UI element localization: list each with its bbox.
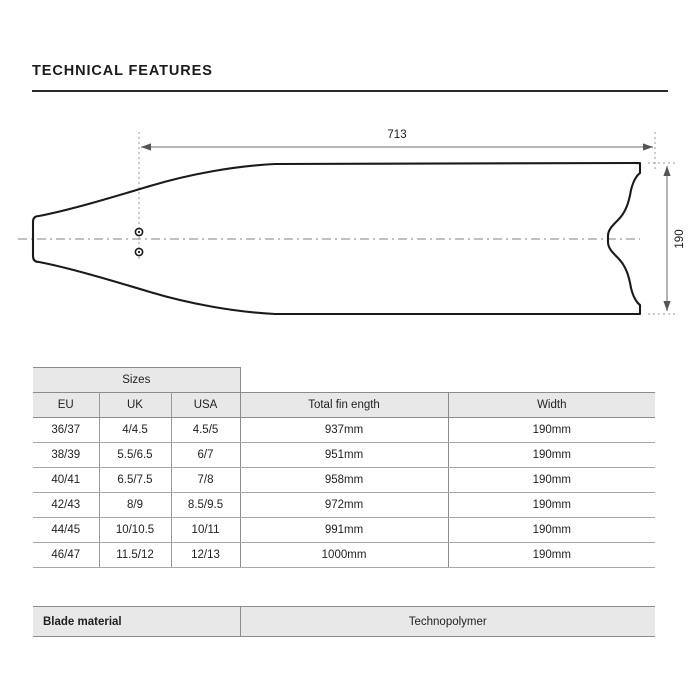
table-row <box>33 468 655 493</box>
cell-total-fin-length: 991mm <box>240 518 448 543</box>
cell-eu: 40/41 <box>33 468 99 493</box>
column-header-usa: USA <box>171 393 240 418</box>
page-title: TECHNICAL FEATURES <box>32 63 213 79</box>
cell-uk: 8/9 <box>99 493 171 518</box>
table-group-header-spacer <box>240 368 655 393</box>
width-arrow-bottom <box>663 301 670 311</box>
table-row <box>33 518 655 543</box>
mount-hole-lower-dot <box>138 251 140 253</box>
column-header-total-fin-length: Total fin ength <box>240 393 448 418</box>
column-header-uk: UK <box>99 393 171 418</box>
table-row <box>33 443 655 468</box>
table-group-header-sizes: Sizes <box>33 368 240 393</box>
cell-uk: 11.5/12 <box>99 543 171 568</box>
width-arrow-top <box>663 166 670 176</box>
table-row <box>33 543 655 568</box>
cell-total-fin-length: 1000mm <box>240 543 448 568</box>
column-header-eu: EU <box>33 393 99 418</box>
blade-material-row <box>33 607 655 637</box>
cell-eu: 38/39 <box>33 443 99 468</box>
cell-usa: 8.5/9.5 <box>171 493 240 518</box>
cell-uk: 6.5/7.5 <box>99 468 171 493</box>
blade-material-value: Technopolymer <box>240 607 655 637</box>
cell-uk: 10/10.5 <box>99 518 171 543</box>
length-dimension-label: 713 <box>387 129 407 141</box>
cell-usa: 4.5/5 <box>171 418 240 443</box>
table-group-header-row <box>33 368 655 393</box>
cell-total-fin-length: 951mm <box>240 443 448 468</box>
cell-width: 190mm <box>448 493 655 518</box>
table-row <box>33 418 655 443</box>
cell-eu: 36/37 <box>33 418 99 443</box>
cell-eu: 42/43 <box>33 493 99 518</box>
cell-usa: 10/11 <box>171 518 240 543</box>
cell-width: 190mm <box>448 443 655 468</box>
cell-total-fin-length: 972mm <box>240 493 448 518</box>
cell-uk: 5.5/6.5 <box>99 443 171 468</box>
blade-material-table <box>33 606 655 637</box>
table-column-header-row <box>33 393 655 418</box>
mount-hole-upper-dot <box>138 231 140 233</box>
specifications-table <box>33 367 655 568</box>
page-title-block <box>32 62 668 92</box>
cell-uk: 4/4.5 <box>99 418 171 443</box>
length-arrow-right <box>643 143 653 150</box>
blade-material-label: Blade material <box>33 607 240 637</box>
cell-total-fin-length: 937mm <box>240 418 448 443</box>
title-divider <box>32 90 668 92</box>
cell-total-fin-length: 958mm <box>240 468 448 493</box>
cell-usa: 7/8 <box>171 468 240 493</box>
cell-width: 190mm <box>448 543 655 568</box>
cell-usa: 12/13 <box>171 543 240 568</box>
table-row <box>33 493 655 518</box>
cell-width: 190mm <box>448 518 655 543</box>
cell-width: 190mm <box>448 468 655 493</box>
cell-eu: 46/47 <box>33 543 99 568</box>
technical-drawing <box>0 110 700 345</box>
width-dimension-label: 190 <box>674 229 686 249</box>
cell-eu: 44/45 <box>33 518 99 543</box>
cell-usa: 6/7 <box>171 443 240 468</box>
cell-width: 190mm <box>448 418 655 443</box>
length-arrow-left <box>141 143 151 150</box>
column-header-width: Width <box>448 393 655 418</box>
